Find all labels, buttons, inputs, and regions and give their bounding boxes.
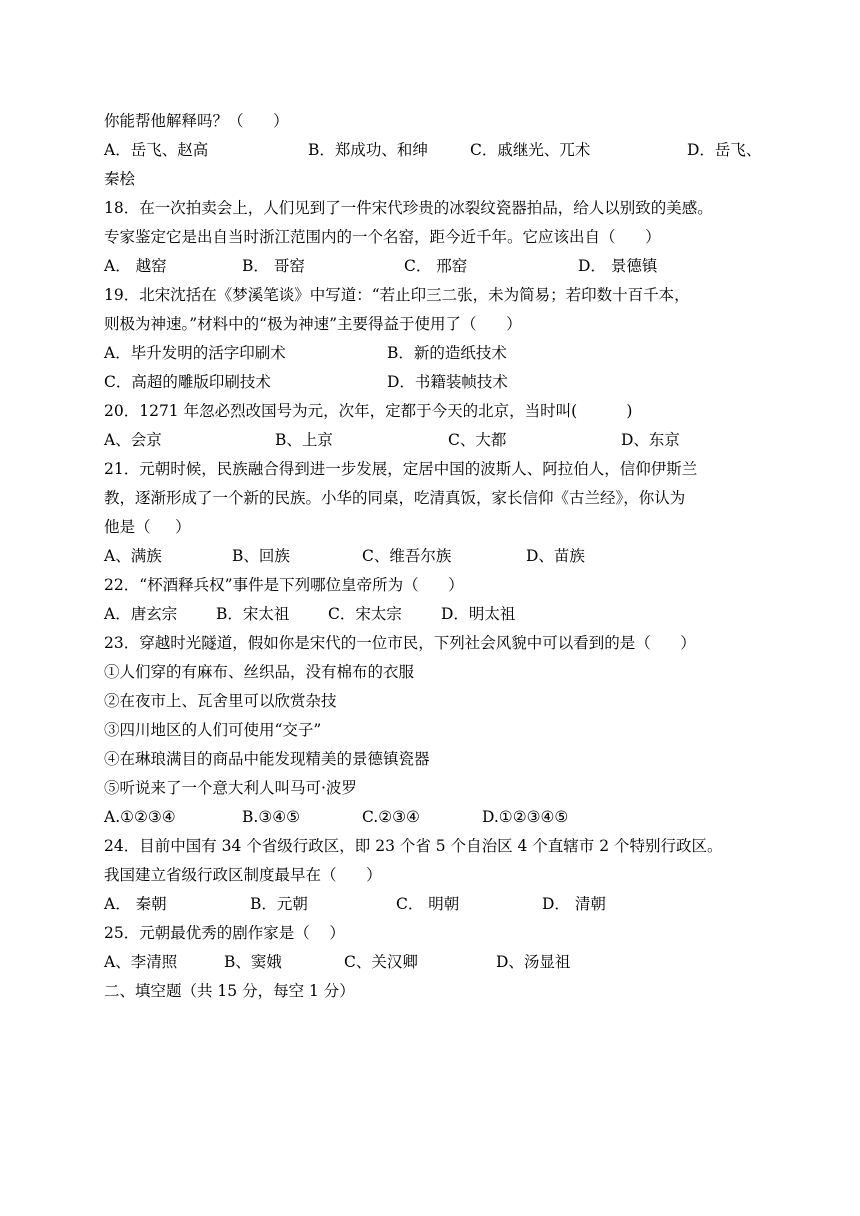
options-row — [104, 252, 764, 281]
option-text: C.②③④ — [362, 808, 420, 826]
option-text: C、大都 — [448, 431, 507, 449]
text-line: ④在琳琅满目的商品中能发现精美的景德镇瓷器 — [104, 750, 430, 768]
text-line: 他是（ ） — [104, 518, 191, 536]
text-line: 21．元朝时候，民族融合得到进一步发展，定居中国的波斯人、阿拉伯人，信仰伊斯兰 — [104, 460, 698, 478]
option-text: B．郑成功、和绅 — [308, 141, 428, 159]
options-row — [104, 600, 764, 629]
option-text: B、窦娥 — [224, 953, 282, 971]
text-line: 教，逐渐形成了一个新的民族。小华的同桌，吃清真饭，家长信仰《古兰经》，你认为 — [104, 489, 686, 507]
options-row — [104, 542, 764, 571]
document-page — [104, 107, 764, 1006]
option-text: C、维吾尔族 — [362, 547, 452, 565]
option-text: C．高超的雕版印刷技术 — [104, 373, 271, 391]
options-row — [104, 368, 764, 397]
option-text: D、苗族 — [526, 547, 585, 565]
text-line: ③四川地区的人们可使用“交子” — [104, 721, 322, 739]
option-text: B．元朝 — [250, 895, 308, 913]
text-line: 二、填空题（共 15 分，每空 1 分） — [104, 982, 355, 1000]
text-line: ①人们穿的有麻布、丝织品，没有棉布的衣服 — [104, 663, 415, 681]
option-text: B.③④⑤ — [242, 808, 301, 826]
option-text: A． 越窑 — [104, 257, 167, 275]
options-row — [104, 803, 764, 832]
option-text: C． 邢窑 — [404, 257, 468, 275]
option-text: B．宋太祖 — [216, 605, 290, 623]
option-text: C、关汉卿 — [344, 953, 418, 971]
options-row — [104, 948, 764, 977]
option-text: A、李清照 — [104, 953, 178, 971]
text-line: 23．穿越时光隧道，假如你是宋代的一位市民，下列社会风貌中可以看到的是（ ） — [104, 634, 696, 652]
option-text: B、上京 — [275, 431, 333, 449]
text-line: 专家鉴定它是出自当时浙江范围内的一个名窑，距今近千年。它应该出自（ ） — [104, 228, 661, 246]
text-line: 20．1271 年忽必烈改国号为元，次年，定都于今天的北京，当时叫( ) — [104, 402, 633, 420]
option-text: C． 明朝 — [396, 895, 460, 913]
text-line: 22．“杯酒释兵权”事件是下列哪位皇帝所为（ ） — [104, 576, 464, 594]
option-text: A．毕升发明的活字印刷术 — [104, 344, 286, 362]
option-text: B、回族 — [232, 547, 290, 565]
text-line: 我国建立省级行政区制度最早在（ ） — [104, 866, 382, 884]
option-text: D、汤显祖 — [496, 953, 571, 971]
option-text: D． 清朝 — [542, 895, 606, 913]
text-line: 则极为神速。”材料中的“极为神速”主要得益于使用了（ ） — [104, 315, 522, 333]
option-text: D．书籍装帧技术 — [387, 373, 508, 391]
text-line: 19．北宋沈括在《梦溪笔谈》中写道：“若止印三二张，未为简易；若印数十百千本， — [104, 286, 690, 304]
option-text: D.①②③④⑤ — [482, 808, 569, 826]
option-text: A．岳飞、赵高 — [104, 141, 209, 159]
text-line: ②在夜市上、瓦舍里可以欣赏杂技 — [104, 692, 337, 710]
option-text: A． 秦朝 — [104, 895, 167, 913]
option-text: A、会京 — [104, 431, 162, 449]
option-text: B． 哥窑 — [242, 257, 305, 275]
option-text: D．岳飞、 — [687, 141, 762, 159]
options-row — [104, 426, 764, 455]
option-text: C．宋太宗 — [328, 605, 402, 623]
option-text: A.①②③④ — [104, 808, 176, 826]
option-text: D、东京 — [621, 431, 680, 449]
option-text: A．唐玄宗 — [104, 605, 178, 623]
options-row — [104, 890, 764, 919]
options-row — [104, 136, 764, 165]
option-text: D． 景德镇 — [578, 257, 658, 275]
text-line: 18．在一次拍卖会上，人们见到了一件宋代珍贵的冰裂纹瓷器拍品，给人以别致的美感。 — [104, 199, 713, 217]
option-text: A、满族 — [104, 547, 162, 565]
options-row — [104, 339, 764, 368]
text-line: 24．目前中国有 34 个省级行政区，即 23 个省 5 个自治区 4 个直辖市 2 个特别行政区。 — [104, 837, 723, 855]
text-line: 你能帮他解释吗？（ ） — [104, 112, 289, 130]
option-text: B．新的造纸技术 — [387, 344, 507, 362]
text-line: 25．元朝最优秀的剧作家是（ ） — [104, 924, 345, 942]
text-line: 秦桧 — [104, 170, 136, 188]
text-line: ⑤听说来了一个意大利人叫马可·波罗 — [104, 779, 357, 797]
option-text: C．戚继光、兀术 — [470, 141, 591, 159]
option-text: D．明太祖 — [441, 605, 516, 623]
